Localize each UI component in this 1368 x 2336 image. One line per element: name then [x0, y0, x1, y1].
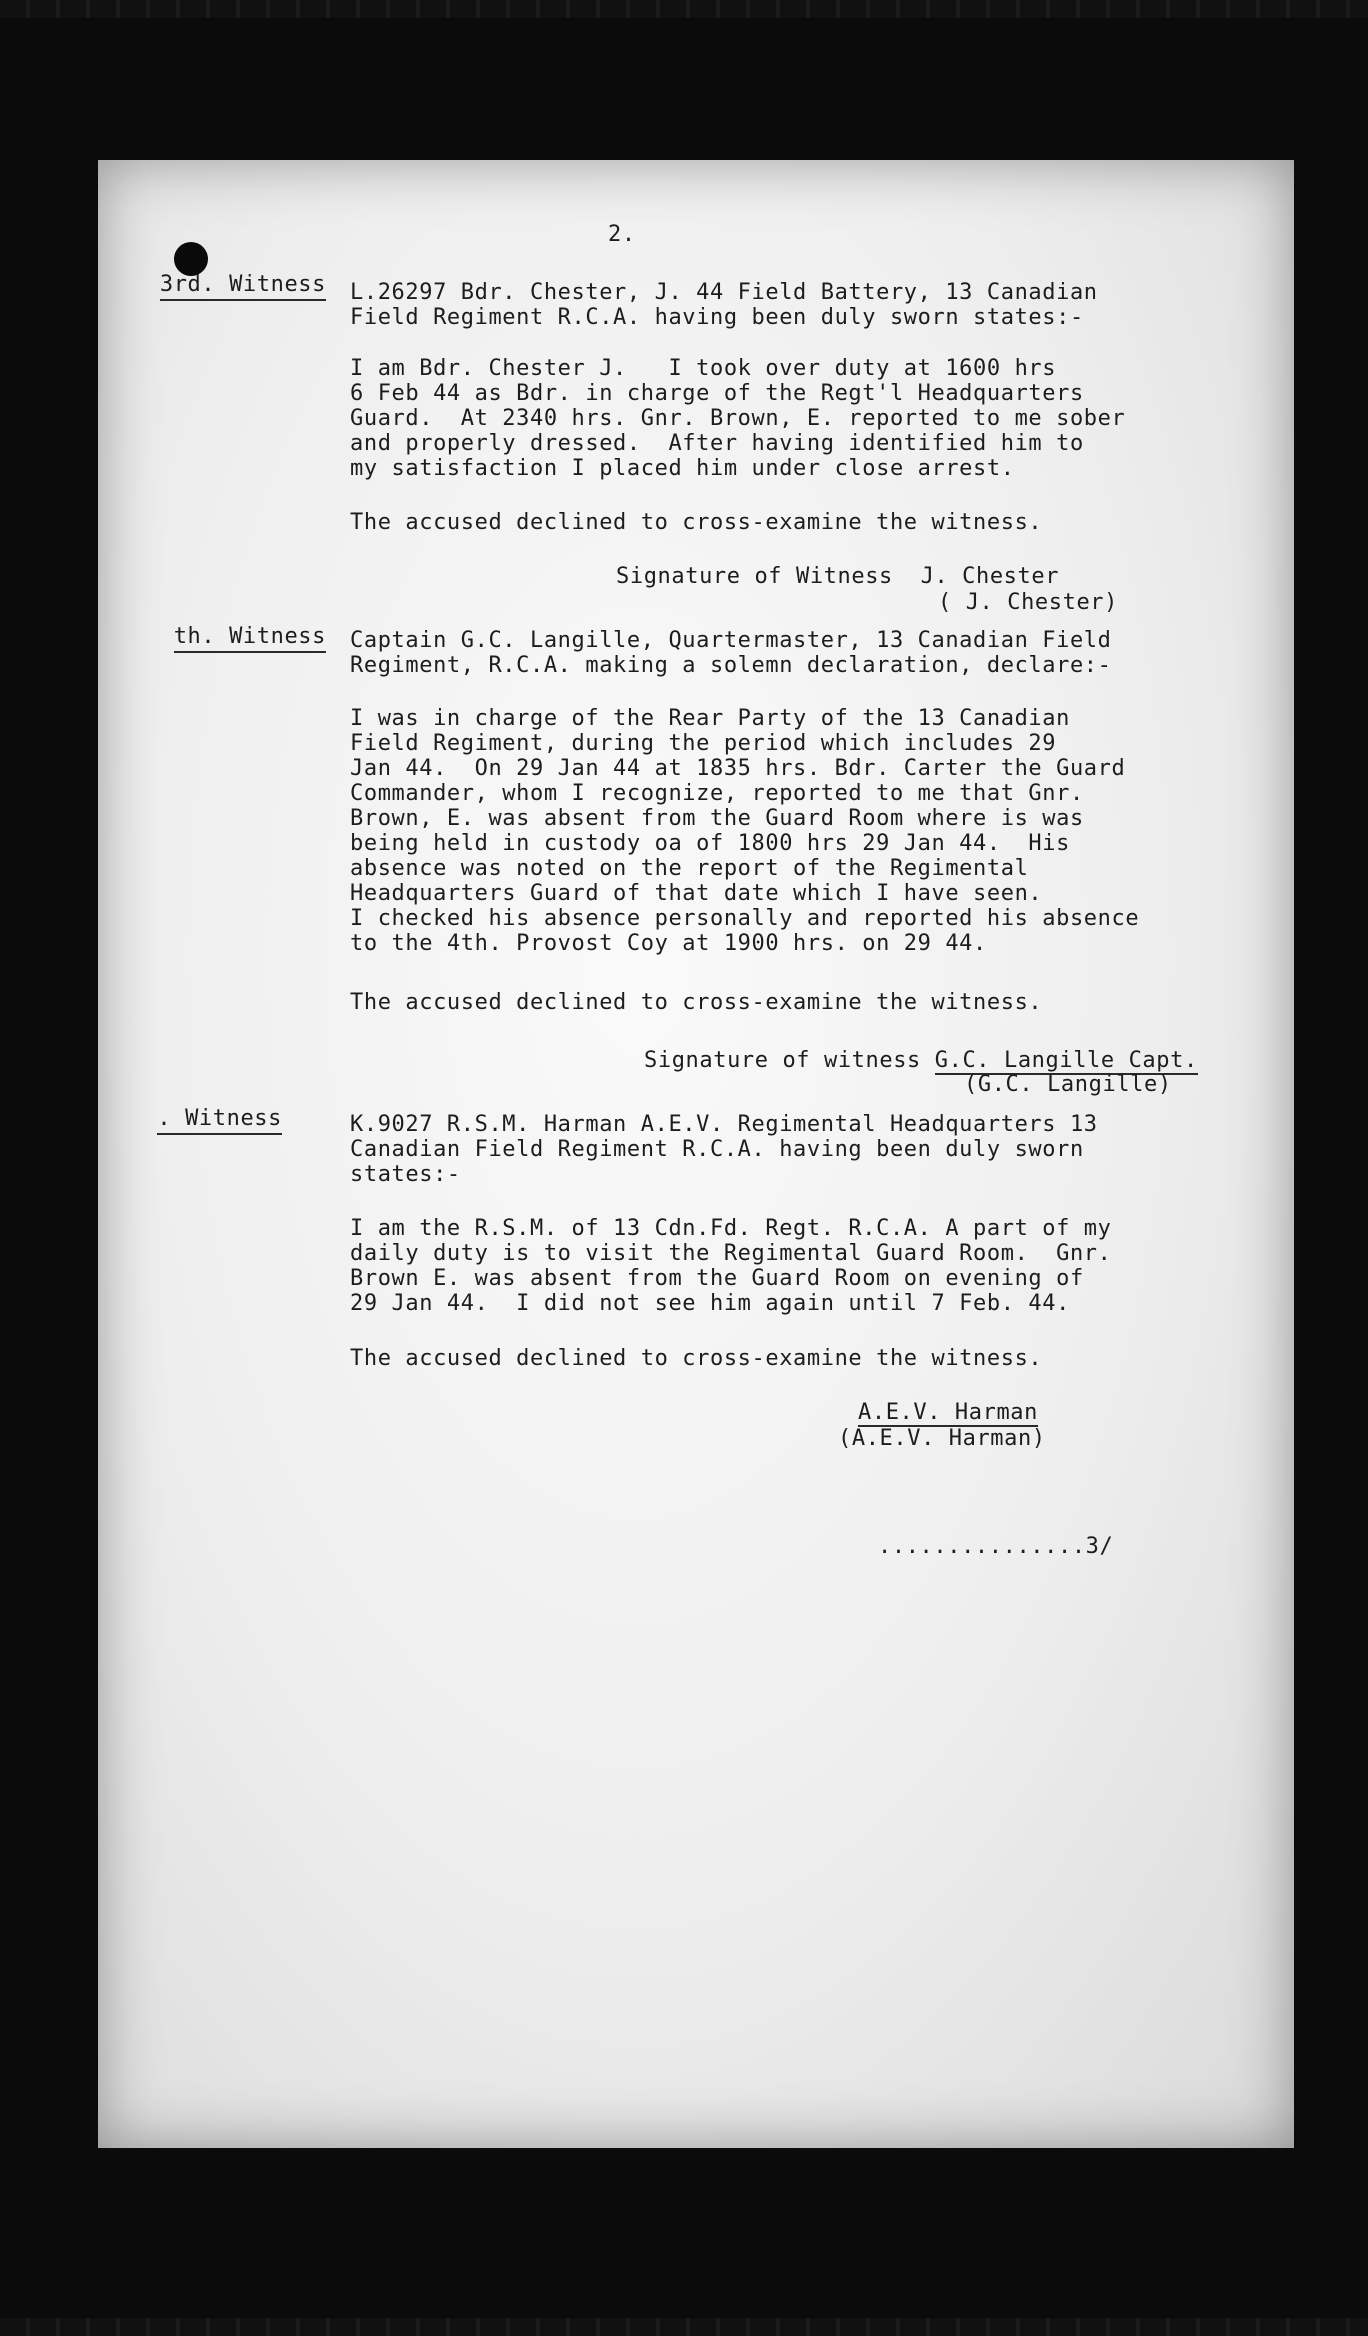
witness3-testimony — [350, 356, 1250, 481]
text-line: 6 Feb 44 as Bdr. in charge of the Regt'l Headquarters — [350, 381, 1084, 406]
film-edge-bottom — [0, 2318, 1368, 2336]
text-line: I checked his absence personally and reported his absence — [350, 906, 1140, 931]
witness5-signature-print: (A.E.V. Harman) — [838, 1426, 1046, 1451]
witness3-signature: Signature of Witness J. Chester — [616, 564, 1060, 589]
text-line: Brown, E. was absent from the Guard Room where is was — [350, 806, 1084, 831]
witness3-cross — [350, 510, 1250, 535]
witness4-intro — [350, 628, 1250, 678]
text-line: Canadian Field Regiment R.C.A. having been duly sworn — [350, 1137, 1084, 1162]
witness4-label: th. Witness — [174, 624, 326, 653]
text-line: daily duty is to visit the Regimental Guard Room. Gnr. — [350, 1241, 1112, 1266]
text-line: states:- — [350, 1162, 461, 1187]
witness4-signature-name: G.C. Langille Capt. — [934, 1048, 1198, 1073]
punch-hole — [174, 242, 208, 276]
witness5-testimony — [350, 1216, 1250, 1316]
witness5-intro — [350, 1112, 1250, 1187]
text-line: Commander, whom I recognize, reported to me that Gnr. — [350, 781, 1084, 806]
witness4-signature — [644, 1048, 1198, 1073]
text-line: K.9027 R.S.M. Harman A.E.V. Regimental Headquarters 13 — [350, 1112, 1098, 1137]
text-line: The accused declined to cross-examine the witness. — [350, 990, 1043, 1015]
text-line: Regiment, R.C.A. making a solemn declaration, declare:- — [350, 653, 1112, 678]
text-line: I am Bdr. Chester J. I took over duty at 1600 hrs — [350, 356, 1057, 381]
text-line: 29 Jan 44. I did not see him again until 7 Feb. 44. — [350, 1291, 1070, 1316]
witness5-cross — [350, 1346, 1250, 1371]
text-line: The accused declined to cross-examine the witness. — [350, 1346, 1043, 1371]
text-line: Headquarters Guard of that date which I have seen. — [350, 881, 1043, 906]
text-line: The accused declined to cross-examine the witness. — [350, 510, 1043, 535]
text-line: Brown E. was absent from the Guard Room on evening of — [350, 1266, 1084, 1291]
text-line: and properly dressed. After having identified him to — [350, 431, 1084, 456]
text-line: Field Regiment R.C.A. having been duly sworn states:- — [350, 305, 1084, 330]
continuation-marker: ...............3/ — [878, 1534, 1114, 1559]
witness4-testimony — [350, 706, 1250, 956]
witness5-label: . Witness — [157, 1106, 282, 1135]
witness4-signature-print: (G.C. Langille) — [964, 1072, 1172, 1097]
text-line: I was in charge of the Rear Party of the 13 Canadian — [350, 706, 1070, 731]
film-edge-top — [0, 0, 1368, 18]
witness3-intro — [350, 280, 1250, 330]
witness3-label: 3rd. Witness — [160, 272, 326, 301]
text-line: Jan 44. On 29 Jan 44 at 1835 hrs. Bdr. Carter the Guard — [350, 756, 1126, 781]
text-line: Guard. At 2340 hrs. Gnr. Brown, E. reported to me sober — [350, 406, 1126, 431]
text-line: my satisfaction I placed him under close arrest. — [350, 456, 1015, 481]
page-number: 2. — [608, 222, 636, 247]
text-line: being held in custody oa of 1800 hrs 29 Jan 44. His — [350, 831, 1070, 856]
text-line: Field Regiment, during the period which includes 29 — [350, 731, 1057, 756]
paper-page — [98, 160, 1294, 2148]
text-line: to the 4th. Provost Coy at 1900 hrs. on 29 44. — [350, 931, 987, 956]
text-line: Captain G.C. Langille, Quartermaster, 13 Canadian Field — [350, 628, 1112, 653]
text-line: I am the R.S.M. of 13 Cdn.Fd. Regt. R.C.A. A part of my — [350, 1216, 1112, 1241]
text-line: absence was noted on the report of the Regimental — [350, 856, 1029, 881]
witness5-signature — [858, 1400, 1038, 1425]
witness4-cross — [350, 990, 1250, 1015]
text-line: L.26297 Bdr. Chester, J. 44 Field Battery, 13 Canadian — [350, 280, 1098, 305]
witness4-signature-prefix: Signature of witness — [644, 1048, 935, 1073]
witness5-signature-name: A.E.V. Harman — [858, 1400, 1038, 1425]
witness3-signature-name: ( J. Chester) — [938, 590, 1118, 615]
